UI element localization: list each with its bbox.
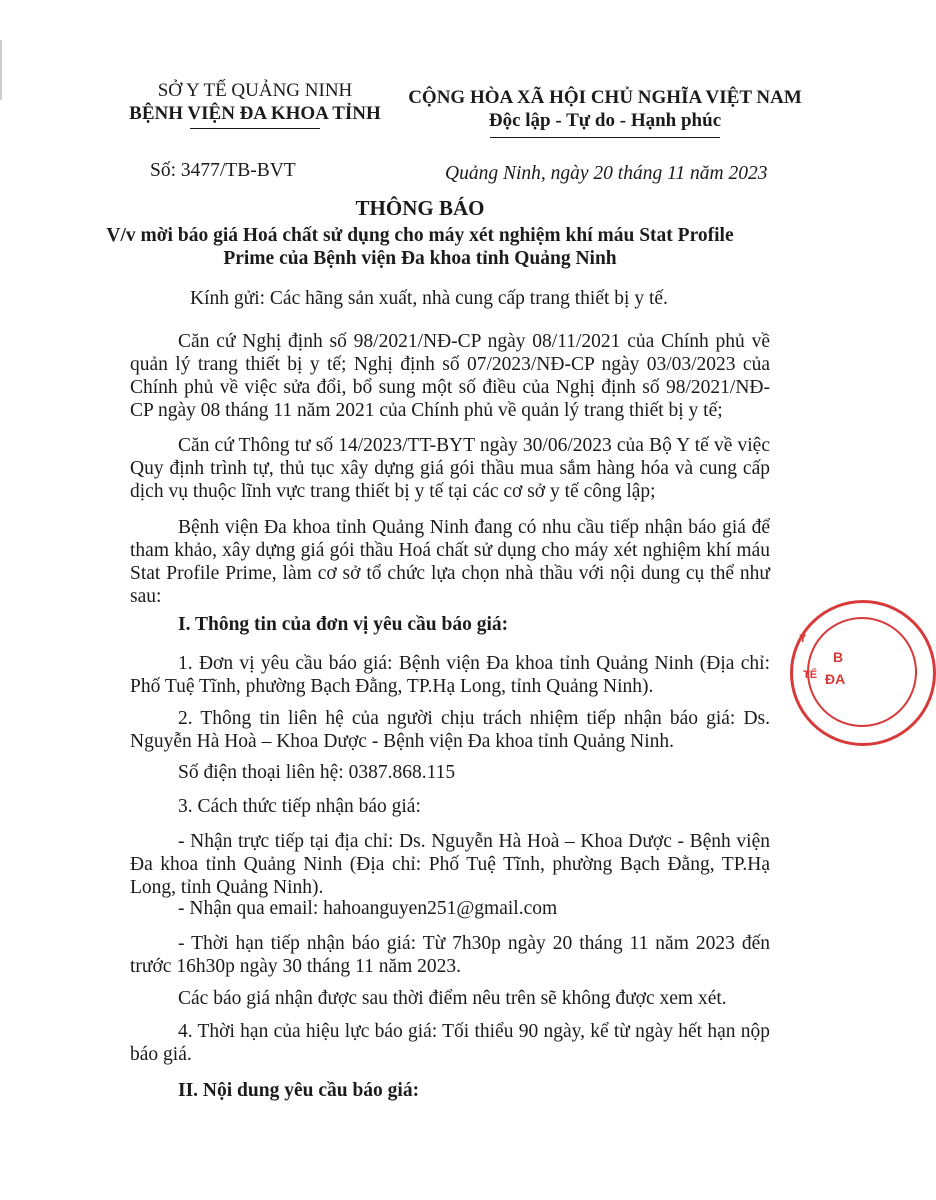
- receipt-deadline: - Thời hạn tiếp nhận báo giá: Từ 7h30p ngày 20 tháng 11 năm 2023 đến trước 16h30p ngày 30 tháng 11 năm 2023.: [130, 933, 770, 977]
- hospital-name: BỆNH VIỆN ĐA KHOA TỈNH: [129, 103, 381, 124]
- official-seal: [790, 600, 936, 746]
- section-1-heading: I. Thông tin của đơn vị yêu cầu báo giá:: [178, 614, 509, 635]
- section-2-heading: II. Nội dung yêu cầu báo giá:: [178, 1080, 420, 1101]
- document-number: Số: 3477/TB-BVT: [150, 160, 296, 181]
- receipt-in-person: - Nhận trực tiếp tại địa chỉ: Ds. Nguyễn Hà Hoà – Khoa Dược - Bệnh viện Đa khoa tỉnh Quảng Ninh (Địa chỉ: Phố Tuệ Tĩnh, phường Bạch Đằng, TP.Hạ Long, tỉnh Quảng Ninh).: [130, 831, 770, 898]
- country-name: CỘNG HÒA XÃ HỘI CHỦ NGHĨA VIỆT NAM: [408, 87, 802, 108]
- document-subject-line1: V/v mời báo giá Hoá chất sử dụng cho máy xét nghiệm khí máu Stat Profile: [106, 225, 734, 246]
- place-and-date: Quảng Ninh, ngày 20 tháng 11 năm 2023: [445, 163, 768, 184]
- hospital-underline: [190, 128, 320, 129]
- recipient-line: Kính gửi: Các hãng sản xuất, nhà cung cấp trang thiết bị y tế.: [190, 288, 668, 309]
- official-seal-inner-ring: [807, 617, 917, 727]
- document-title: THÔNG BÁO: [355, 196, 485, 220]
- quote-validity-item: 4. Thời hạn của hiệu lực báo giá: Tối thiểu 90 ngày, kể từ ngày hết hạn nộp báo giá.: [130, 1021, 770, 1065]
- legal-basis-paragraph-1: Căn cứ Nghị định số 98/2021/NĐ-CP ngày 08/11/2021 của Chính phủ về quản lý trang thiết bị y tế; Nghị định số 07/2023/NĐ-CP ngày 03/03/2023 của Chính phủ về việc sửa đổi, bổ sung một số điều của Nghị định số 98/2021/NĐ-CP ngày 08 tháng 11 năm 2021 của Chính phủ về quản lý trang thiết bị y tế;: [130, 331, 770, 421]
- document-subject-line2: Prime của Bệnh viện Đa khoa tỉnh Quảng Ninh: [223, 248, 617, 269]
- seal-text: TẾ: [803, 669, 818, 681]
- receipt-by-email: - Nhận qua email: hahoanguyen251@gmail.com: [178, 898, 558, 919]
- requesting-unit-item: 1. Đơn vị yêu cầu báo giá: Bệnh viện Đa khoa tỉnh Quảng Ninh (Địa chỉ: Phố Tuệ Tĩnh, phường Bạch Đằng, TP.Hạ Long, tỉnh Quảng Ninh).: [130, 653, 770, 697]
- purpose-paragraph: Bệnh viện Đa khoa tỉnh Quảng Ninh đang có nhu cầu tiếp nhận báo giá để tham khảo, xây dựng giá gói thầu Hoá chất sử dụng cho máy xét nghiệm khí máu Stat Profile Prime, làm cơ sở tổ chức lựa chọn nhà thầu với nội dung cụ thể như sau:: [130, 517, 770, 607]
- legal-basis-paragraph-2: Căn cứ Thông tư số 14/2023/TT-BYT ngày 30/06/2023 của Bộ Y tế về việc Quy định trình tự, thủ tục xây dựng giá gói thầu mua sắm hàng hóa và cung cấp dịch vụ thuộc lĩnh vực trang thiết bị y tế tại các cơ sở y tế công lập;: [130, 435, 770, 502]
- national-motto: Độc lập - Tự do - Hạnh phúc: [488, 110, 722, 131]
- late-quote-note: Các báo giá nhận được sau thời điểm nêu trên sẽ không được xem xét.: [178, 988, 727, 1009]
- seal-text: ĐA: [825, 671, 846, 687]
- receipt-method-heading: 3. Cách thức tiếp nhận báo giá:: [178, 796, 421, 817]
- seal-text: Y: [799, 633, 807, 645]
- contact-person-item: 2. Thông tin liên hệ của người chịu trách nhiệm tiếp nhận báo giá: Ds. Nguyễn Hà Hoà – Khoa Dược - Bệnh viện Đa khoa tỉnh Quảng Ninh.: [130, 708, 770, 752]
- scan-edge-mark: [0, 40, 2, 100]
- department-name: SỞ Y TẾ QUẢNG NINH: [157, 80, 353, 101]
- contact-phone: Số điện thoại liên hệ: 0387.868.115: [178, 762, 456, 783]
- seal-text: B: [833, 649, 844, 665]
- motto-underline: [490, 137, 720, 138]
